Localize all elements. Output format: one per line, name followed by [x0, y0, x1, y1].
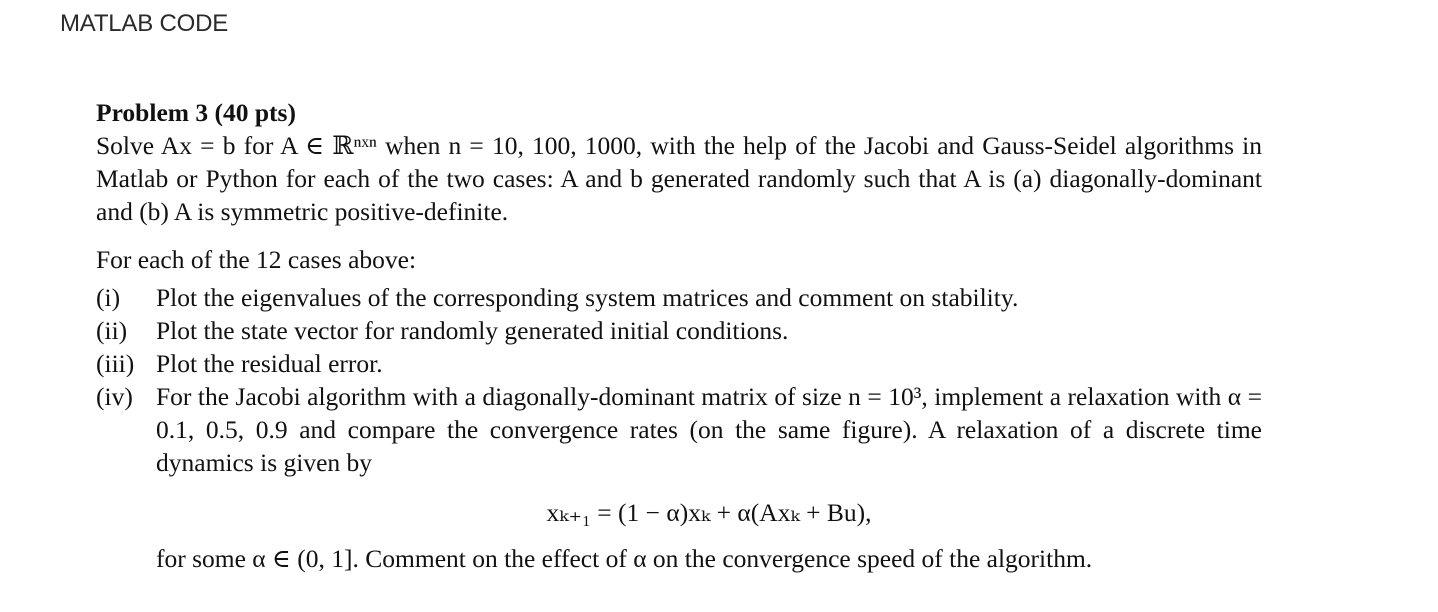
item-text: Plot the eigenvalues of the corresponding system matrices and comment on stability. [156, 283, 1019, 312]
problem-intro: Solve Ax = b for A ∈ ℝⁿˣⁿ when n = 10, 100, 1000, with the help of the Jacobi and Gauss-Seidel algorithms in Matlab or Python for each of the two cases: A and b generated randomly such that A is (a) diagonally-dominant and (b) A is symmetric positive-definite. [96, 131, 1262, 226]
problem-title: Problem 3 (40 pts) [96, 98, 296, 127]
item-number: (iii) [96, 349, 135, 378]
item-number: (iv) [96, 382, 133, 411]
list-item [96, 281, 1262, 314]
page-header: MATLAB CODE [60, 10, 229, 37]
closing-text: for some α ∈ (0, 1]. Comment on the effect of α on the convergence speed of the algorithm. [156, 544, 1093, 573]
item-text: For the Jacobi algorithm with a diagonally-dominant matrix of size n = 10³, implement a relaxation with α = 0.1, 0.5, 0.9 and compare the convergence rates (on the same figure). A relaxation of a discrete time dynamics is given by [156, 382, 1262, 477]
list-item [96, 380, 1262, 479]
for-each-line: For each of the 12 cases above: [96, 245, 417, 274]
relaxation-equation: xₖ₊₁ = (1 − α)xₖ + α(Axₖ + Bu), [546, 498, 872, 527]
item-text: Plot the residual error. [156, 349, 383, 378]
item-text: Plot the state vector for randomly generated initial conditions. [156, 316, 789, 345]
item-number: (i) [96, 283, 121, 312]
list-item [96, 314, 1262, 347]
item-number: (ii) [96, 316, 128, 345]
list-item [96, 347, 1262, 380]
problem-document [96, 96, 1262, 575]
task-list [96, 281, 1262, 479]
